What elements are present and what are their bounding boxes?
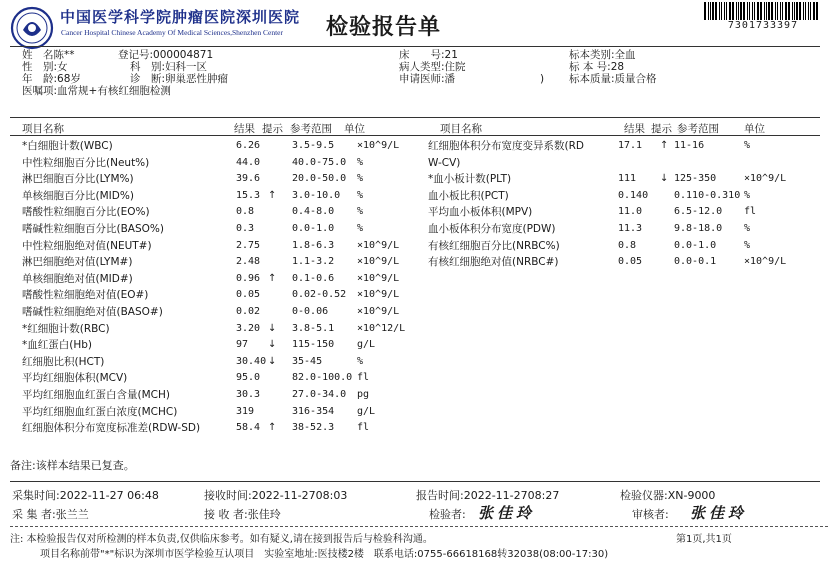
col-header-result: 结果 xyxy=(234,123,255,135)
ptype-value: 住院 xyxy=(444,61,466,73)
test-result: 58.4 xyxy=(236,422,261,434)
test-name: 单核细胞百分比(MID%) xyxy=(22,189,134,202)
test-unit: g/L xyxy=(357,405,376,417)
diag-label: 诊 断: xyxy=(130,73,166,85)
barcode-bar xyxy=(754,2,755,20)
tester-signature: 张佳玲 xyxy=(478,504,536,522)
specimen-label: 标本类别: xyxy=(569,49,615,61)
barcode-bar xyxy=(780,2,781,20)
reference-range: 40.0-75.0 xyxy=(292,156,347,168)
barcode-bar xyxy=(724,2,725,20)
specno-label: 标 本 号: xyxy=(569,61,611,73)
reference-range: 0-0.06 xyxy=(292,306,329,317)
test-result: 17.1 xyxy=(618,140,643,151)
reference-range: 3.0-10.0 xyxy=(292,189,341,201)
test-name: 血小板体积分布宽度(PDW) xyxy=(428,223,556,235)
barcode-bar xyxy=(732,2,734,20)
diag-value: 卵巢恶性肿瘤 xyxy=(165,73,229,85)
test-result: 319 xyxy=(236,405,255,417)
table-row xyxy=(0,271,420,287)
tester-label: 检验者: xyxy=(429,508,466,521)
barcode xyxy=(704,2,822,20)
test-result: 15.3 xyxy=(236,189,261,201)
abnormal-flag: ↓ xyxy=(268,339,277,351)
receiver: 接 收 者:张佳玲 xyxy=(204,508,281,521)
table-row xyxy=(0,171,830,187)
disclaimer-note: 注: 本检验报告仅对所检测的样本负责,仅供临床参考。如有疑义,请在接到报告后与检验科沟通。 xyxy=(10,534,433,545)
test-unit: g/L xyxy=(357,339,376,351)
sex-label: 性 别: xyxy=(22,61,58,73)
abnormal-flag: ↑ xyxy=(268,272,277,284)
barcode-bar xyxy=(740,2,742,20)
test-unit: ×10^9/L xyxy=(357,140,400,151)
barcode-bar xyxy=(796,2,798,20)
table-row xyxy=(0,155,420,171)
barcode-bar xyxy=(794,2,795,20)
quality-label: 标本质量: xyxy=(569,73,615,85)
age-label: 年 龄: xyxy=(22,73,58,85)
table-top-divider xyxy=(10,117,820,118)
barcode-bar xyxy=(712,2,714,20)
reference-range: 3.5-9.5 xyxy=(292,140,335,151)
collector: 采 集 者:张兰兰 xyxy=(12,508,89,521)
test-unit: fl xyxy=(357,372,370,384)
test-unit: ×10^9/L xyxy=(357,306,400,317)
test-name: 嗜碱性粒细胞绝对值(BASO#) xyxy=(22,306,163,318)
test-unit: % xyxy=(744,239,751,251)
order-label: 医嘱项: xyxy=(22,85,58,97)
test-name: 红细胞体积分布宽度标准差(RDW-SD) xyxy=(22,422,201,435)
test-unit: ×10^9/L xyxy=(357,272,400,284)
abnormal-flag: ↓ xyxy=(660,173,669,185)
abnormal-flag: ↓ xyxy=(268,322,277,334)
table-row xyxy=(0,404,420,420)
department xyxy=(130,61,207,73)
reviewer-label: 审核者: xyxy=(632,508,669,521)
test-name: 中性粒细胞绝对值(NEUT#) xyxy=(22,239,152,252)
patient-type xyxy=(399,61,466,73)
reference-range: 35-45 xyxy=(292,355,323,367)
abnormal-flag: ↓ xyxy=(268,355,277,367)
table-row xyxy=(0,321,420,337)
test-unit: ×10^9/L xyxy=(744,256,787,268)
test-name: 淋巴细胞百分比(LYM%) xyxy=(22,173,134,186)
test-name: 平均红细胞体积(MCV) xyxy=(22,372,128,385)
barcode-bar xyxy=(760,2,762,20)
barcode-bar xyxy=(768,2,770,20)
col-header-item: 项目名称 xyxy=(22,123,64,135)
test-unit: % xyxy=(357,189,364,201)
report-time: 报告时间:2022-11-2708:27 xyxy=(416,489,560,502)
test-name: 红细胞比积(HCT) xyxy=(22,355,105,368)
barcode-bar xyxy=(743,2,745,20)
test-name: 单核细胞绝对值(MID#) xyxy=(22,272,133,285)
table-row xyxy=(0,420,420,436)
barcode-bar xyxy=(738,2,739,20)
table-row xyxy=(0,387,420,403)
specimen-value: 全血 xyxy=(614,49,636,61)
name-value: 陈** xyxy=(53,49,75,61)
header-divider xyxy=(10,46,820,47)
barcode-bar xyxy=(792,2,793,20)
test-result: 11.0 xyxy=(618,206,643,218)
test-unit: % xyxy=(357,355,364,367)
requesting-doctor xyxy=(399,73,455,85)
barcode-bar xyxy=(810,2,811,20)
barcode-bar xyxy=(757,2,759,20)
test-unit: fl xyxy=(357,422,370,434)
col-header-result-right: 结果 xyxy=(624,123,645,135)
test-result: 95.0 xyxy=(236,372,261,384)
paren-fragment: ) xyxy=(540,73,545,85)
test-unit: pg xyxy=(357,389,370,400)
test-result: 0.96 xyxy=(236,272,261,284)
test-unit: % xyxy=(357,173,364,185)
barcode-bar xyxy=(736,2,737,20)
table-row xyxy=(0,188,830,204)
table-row xyxy=(0,304,420,320)
test-name: *血小板计数(PLT) xyxy=(428,173,512,186)
specimen-number xyxy=(569,61,624,73)
reviewer-signature: 张佳玲 xyxy=(690,504,748,522)
col-header-flag: 提示 xyxy=(262,123,283,135)
test-result: 0.8 xyxy=(236,206,255,218)
reference-range: 11-16 xyxy=(674,140,705,151)
barcode-bar xyxy=(771,2,773,20)
patient-sex xyxy=(22,61,68,73)
barcode-bar xyxy=(808,2,809,20)
age-value: 68岁 xyxy=(57,73,81,85)
reg-label: 登记号: xyxy=(118,49,154,61)
patient-age xyxy=(22,73,81,85)
test-name: 血小板比积(PCT) xyxy=(428,189,509,202)
test-result: 0.140 xyxy=(618,189,649,201)
test-name: 中性粒细胞百分比(Neut%) xyxy=(22,156,150,169)
test-result: 30.40 xyxy=(236,355,267,367)
barcode-number: 7301733397 xyxy=(727,20,799,31)
reference-range: 115-150 xyxy=(292,339,335,351)
reference-range: 38-52.3 xyxy=(292,422,335,434)
hospital-name-cn: 中国医学科学院肿瘤医院深圳医院 xyxy=(60,8,301,26)
lab-contact-note: 项目名称前带"*"标识为深圳市医学检验互认项目 实验室地址:医技楼2楼 联系电话:0755-66618168转32038(08:00-17:30) xyxy=(40,549,609,560)
reference-range: 27.0-34.0 xyxy=(292,389,347,400)
barcode-bar xyxy=(805,2,806,20)
test-result: 2.48 xyxy=(236,256,261,268)
barcode-bar xyxy=(729,2,731,20)
reference-range: 20.0-50.0 xyxy=(292,173,347,185)
reference-range: 6.5-12.0 xyxy=(674,206,723,218)
barcode-bar xyxy=(803,2,804,20)
test-unit: ×10^9/L xyxy=(744,173,787,185)
reference-range: 1.8-6.3 xyxy=(292,239,335,251)
reference-range: 82.0-100.0 xyxy=(292,372,353,384)
order-value: 血常规+有核红细胞检测 xyxy=(57,85,171,97)
barcode-bar xyxy=(799,2,801,20)
test-name: 有核红细胞百分比(NRBC%) xyxy=(428,239,560,252)
test-name: 嗜酸性粒细胞百分比(EO%) xyxy=(22,206,150,219)
ptype-label: 病人类型: xyxy=(399,61,445,73)
barcode-bar xyxy=(775,2,776,20)
barcode-bar xyxy=(708,2,709,20)
reference-range: 316-354 xyxy=(292,405,335,417)
instrument: 检验仪器:XN-9000 xyxy=(620,489,716,502)
collect-time: 采集时间:2022-11-27 06:48 xyxy=(12,489,159,502)
barcode-bar xyxy=(715,2,717,20)
table-row xyxy=(0,287,420,303)
test-result: 44.0 xyxy=(236,156,261,168)
abnormal-flag: ↑ xyxy=(268,422,277,434)
barcode-bar xyxy=(719,2,720,20)
test-name: *血红蛋白(Hb) xyxy=(22,339,93,352)
test-result: 11.3 xyxy=(618,223,643,234)
test-unit: ×10^12/L xyxy=(357,322,406,334)
barcode-bar xyxy=(766,2,767,20)
barcode-bar xyxy=(710,2,711,20)
hospital-logo-icon xyxy=(10,6,54,50)
test-name: 红细胞体积分布宽度变异系数(RD xyxy=(428,140,584,152)
reference-range: 9.8-18.0 xyxy=(674,223,723,234)
test-unit: % xyxy=(744,140,751,151)
barcode-bar xyxy=(704,2,706,20)
reference-range: 3.8-5.1 xyxy=(292,322,335,334)
test-name: *白细胞计数(WBC) xyxy=(22,140,113,152)
table-row xyxy=(0,370,420,386)
table-row xyxy=(0,221,830,237)
order-item xyxy=(22,85,171,97)
bed-value: 21 xyxy=(444,49,458,61)
patient-name xyxy=(22,49,75,61)
reference-range: 0.0-0.1 xyxy=(674,256,717,268)
test-name: 有核红细胞绝对值(NRBC#) xyxy=(428,256,559,269)
doctor-label: 申请医师: xyxy=(399,73,445,85)
reference-range: 125-350 xyxy=(674,173,717,185)
barcode-bar xyxy=(749,2,750,20)
footer-divider xyxy=(10,481,820,482)
bed-label: 床 号: xyxy=(399,49,445,61)
table-row xyxy=(0,254,830,270)
test-unit: % xyxy=(357,223,364,234)
reference-range: 1.1-3.2 xyxy=(292,256,335,268)
col-header-range: 参考范围 xyxy=(290,123,332,135)
receive-time: 接收时间:2022-11-2708:03 xyxy=(204,489,348,502)
note-divider xyxy=(10,526,828,527)
barcode-bar xyxy=(721,2,722,20)
col-header-item-right: 项目名称 xyxy=(440,123,482,135)
test-result: 111 xyxy=(618,173,637,185)
reg-value: 000004871 xyxy=(153,49,214,61)
bed-number xyxy=(399,49,458,61)
test-unit: ×10^9/L xyxy=(357,289,400,301)
test-result: 0.05 xyxy=(618,256,643,268)
test-result: 2.75 xyxy=(236,239,261,251)
barcode-bar xyxy=(813,2,815,20)
test-name: 淋巴细胞绝对值(LYM#) xyxy=(22,256,133,269)
col-header-range-right: 参考范围 xyxy=(677,123,719,135)
test-name: 平均红细胞血红蛋白含量(MCH) xyxy=(22,389,170,401)
test-result: 3.20 xyxy=(236,322,261,334)
diagnosis xyxy=(130,73,228,85)
specimen-type xyxy=(569,49,636,61)
test-result: 97 xyxy=(236,339,249,351)
test-unit: % xyxy=(744,223,751,234)
barcode-bar xyxy=(785,2,787,20)
abnormal-flag: ↑ xyxy=(268,189,277,201)
test-result: 6.26 xyxy=(236,140,261,151)
reference-range: 0.4-8.0 xyxy=(292,206,335,218)
table-row xyxy=(0,354,420,370)
test-unit: ×10^9/L xyxy=(357,239,400,251)
test-name-wrap: W-CV) xyxy=(428,156,461,169)
reference-range: 0.1-0.6 xyxy=(292,272,335,284)
barcode-bar xyxy=(747,2,748,20)
header-row-divider xyxy=(10,135,820,136)
test-unit: % xyxy=(357,206,364,218)
test-unit: ×10^9/L xyxy=(357,256,400,268)
test-result: 30.3 xyxy=(236,389,261,400)
test-result: 0.05 xyxy=(236,289,261,301)
barcode-bar xyxy=(764,2,765,20)
report-title: 检验报告单 xyxy=(326,15,442,40)
sex-value: 女 xyxy=(57,61,68,73)
abnormal-flag: ↑ xyxy=(660,140,669,151)
test-unit: % xyxy=(744,189,751,201)
barcode-bar xyxy=(816,2,818,20)
test-result: 0.3 xyxy=(236,223,255,234)
quality-value: 质量合格 xyxy=(614,73,657,85)
test-unit: % xyxy=(357,156,364,168)
specno-value: 28 xyxy=(610,61,625,73)
test-result: 0.02 xyxy=(236,306,261,317)
remark: 备注:该样本结果已复查。 xyxy=(10,459,135,472)
registration-number xyxy=(118,49,213,61)
test-name: 平均红细胞血红蛋白浓度(MCHC) xyxy=(22,405,178,418)
reference-range: 0.0-1.0 xyxy=(674,239,717,251)
page-info: 第1页,共1页 xyxy=(676,534,732,545)
table-row xyxy=(0,238,830,254)
table-row xyxy=(0,337,420,353)
reference-range: 0.110-0.310 xyxy=(674,189,741,201)
barcode-bar xyxy=(788,2,790,20)
doctor-value: 潘 xyxy=(444,73,456,85)
reference-range: 0.02-0.52 xyxy=(292,289,347,301)
test-name: 嗜碱性粒细胞百分比(BASO%) xyxy=(22,223,164,235)
reference-range: 0.0-1.0 xyxy=(292,223,335,234)
barcode-bar xyxy=(726,2,727,20)
specimen-quality xyxy=(569,73,657,85)
dept-label: 科 别: xyxy=(130,61,166,73)
hospital-name-en: Cancer Hospital Chinese Academy Of Medical Sciences,Shenzhen Center xyxy=(61,28,284,37)
col-header-unit: 单位 xyxy=(344,123,365,135)
dept-value: 妇科一区 xyxy=(165,61,208,73)
test-unit: fl xyxy=(744,206,757,218)
barcode-bar xyxy=(752,2,753,20)
table-row xyxy=(0,204,830,220)
test-name: 平均血小板体积(MPV) xyxy=(428,206,533,219)
test-name: *红细胞计数(RBC) xyxy=(22,322,110,335)
col-header-unit-right: 单位 xyxy=(744,123,765,135)
name-label: 姓 名 xyxy=(22,49,54,61)
barcode-bar xyxy=(782,2,783,20)
barcode-bar xyxy=(777,2,778,20)
test-result: 0.8 xyxy=(618,239,637,251)
test-name: 嗜酸性粒细胞绝对值(EO#) xyxy=(22,289,149,302)
test-result: 39.6 xyxy=(236,173,261,185)
col-header-flag-right: 提示 xyxy=(651,123,672,135)
